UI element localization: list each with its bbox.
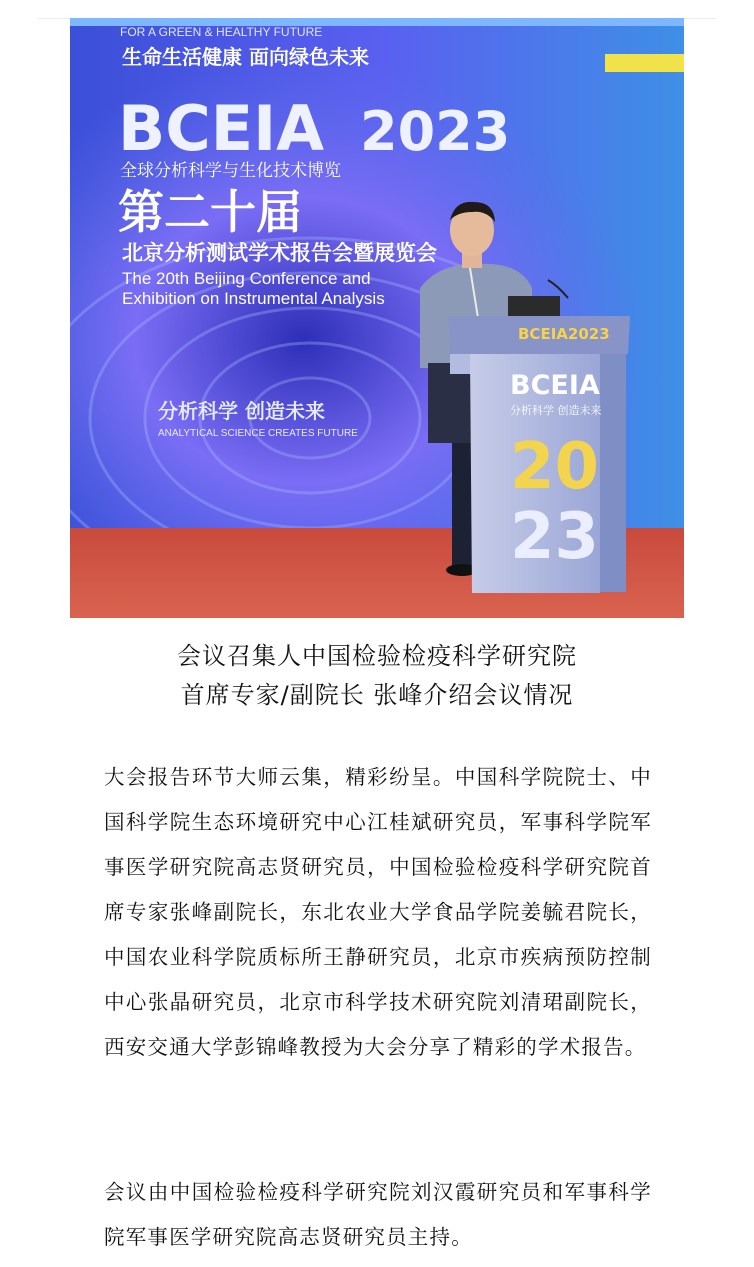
banner-title-cn: 北京分析测试学术报告会暨展览会 [122, 241, 437, 265]
banner-subtitle: 全球分析科学与生化技术博览 [120, 161, 341, 181]
podium-year-top: 20 [510, 430, 600, 504]
podium-motto: 分析科学 创造未来 [510, 404, 602, 417]
banner-edition: 第二十届 [118, 185, 302, 239]
podium-top-label: BCEIA2023 [518, 325, 610, 343]
conference-photo [70, 18, 684, 618]
banner-motto-cn: 分析科学 创造未来 [158, 399, 325, 423]
podium-year-bottom: 23 [510, 500, 600, 574]
banner-logo: BCEIA [118, 92, 325, 165]
banner-title-en-1: The 20th Beijing Conference and [122, 269, 371, 288]
podium-logo: BCEIA [510, 370, 600, 401]
banner-title-en-2: Exhibition on Instrumental Analysis [122, 289, 385, 308]
banner-year: 2023 [360, 100, 511, 163]
banner-motto-en: ANALYTICAL SCIENCE CREATES FUTURE [158, 428, 358, 439]
body-paragraph-1: 大会报告环节大师云集，精彩纷呈。中国科学院院士、中国科学院生态环境研究中心江桂斌研究员，军事科学院军事医学研究院高志贤研究员，中国检验检疫科学研究院首席专家张峰副院长，东北农业大学食品学院姜毓君院长，中国农业科学院质标所王静研究员，北京市疾病预防控制中心张晶研究员，北京市科学技术研究院刘清珺副院长，西安交通大学彭锦峰教授为大会分享了精彩的学术报告。 [104, 765, 652, 1059]
photo-caption-line-1: 会议召集人中国检验检疫科学研究院 [177, 642, 577, 670]
body-paragraph-2: 会议由中国检验检疫科学研究院刘汉霞研究员和军事科学院军事医学研究院高志贤研究员主持。 [104, 1180, 652, 1249]
podium [448, 316, 630, 593]
photo-caption-line-2: 首席专家/副院长 张峰介绍会议情况 [180, 681, 574, 709]
banner-slogan-cn: 生命生活健康 面向绿色未来 [122, 45, 369, 69]
banner-slogan-en: FOR A GREEN & HEALTHY FUTURE [120, 25, 323, 39]
